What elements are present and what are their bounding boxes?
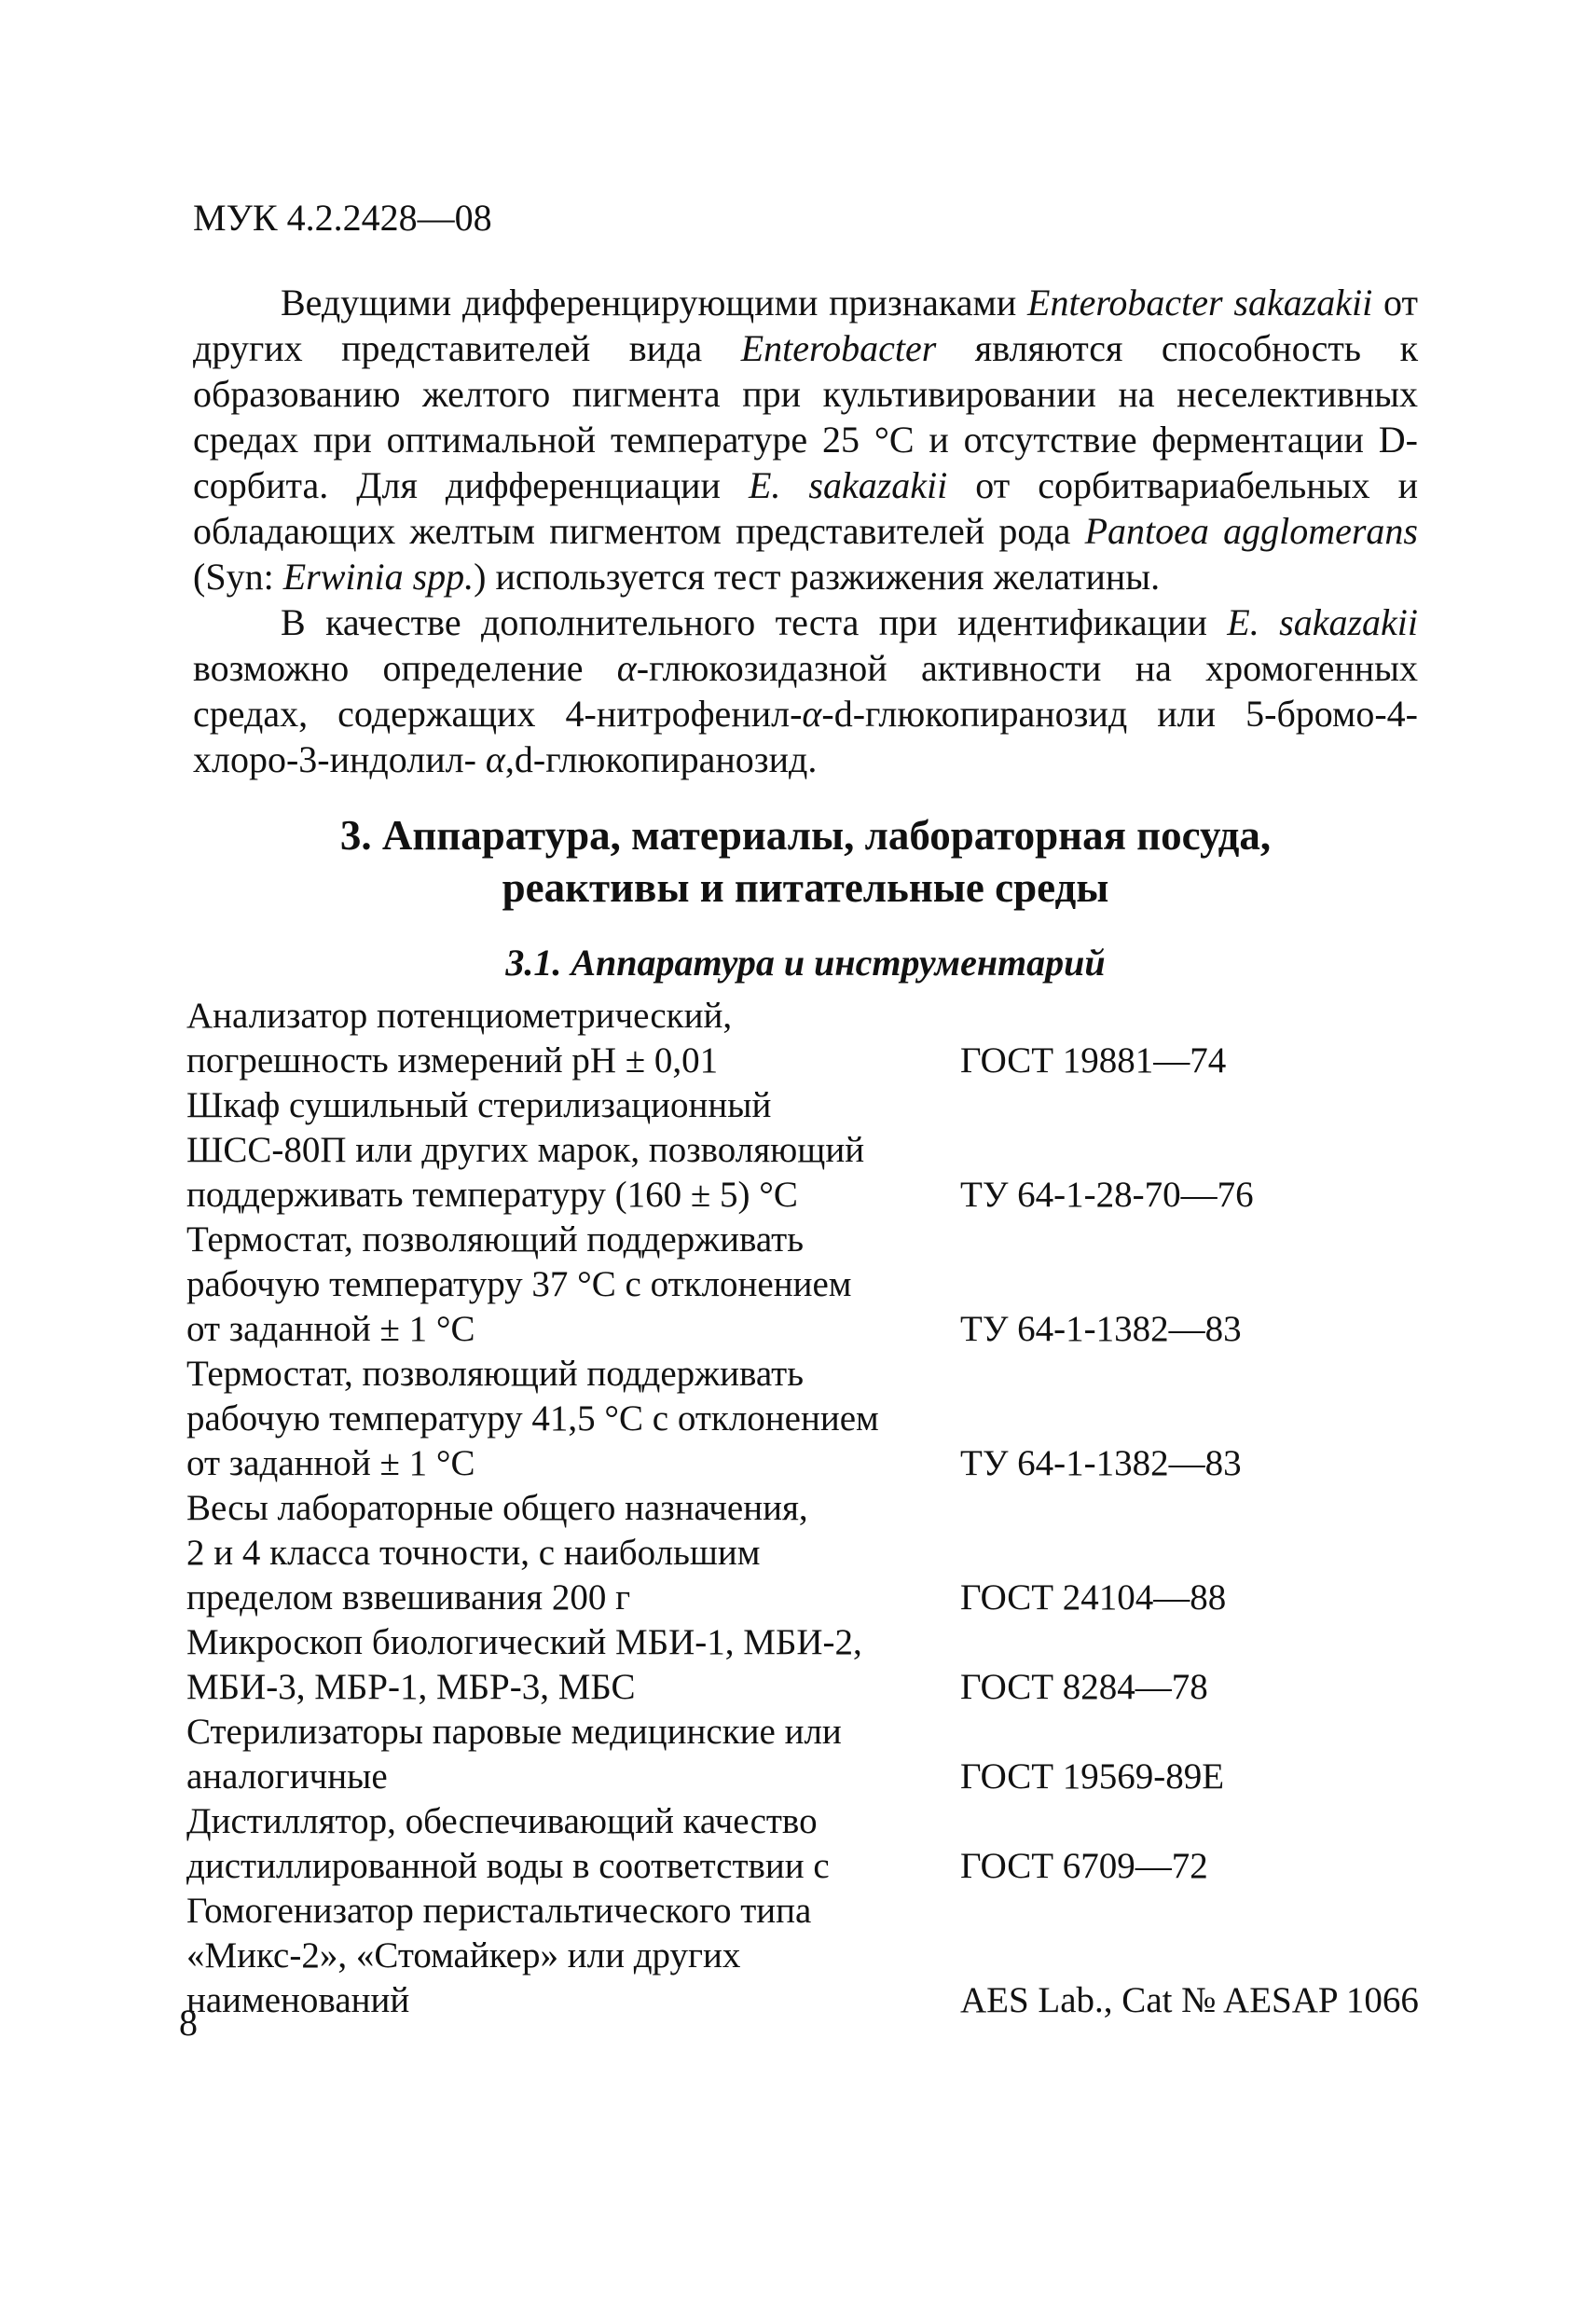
equipment-standard: ТУ 64-1-28-70—76 <box>960 1175 1254 1215</box>
equipment-row <box>186 1620 1436 1710</box>
equipment-standard: ГОСТ 19881—74 <box>960 1040 1227 1081</box>
equipment-row <box>186 1486 1436 1620</box>
equipment-name: Стерилизаторы паровые медицинские или аналогичные <box>186 1712 842 1797</box>
equipment-name: Микроскоп биологический МБИ-1, МБИ-2, МБИ-3, МБР-1, МБР-3, МБС <box>186 1622 862 1707</box>
equipment-standard: ТУ 64-1-1382—83 <box>960 1443 1242 1483</box>
equipment-row <box>186 1710 1436 1799</box>
equipment-row <box>186 994 1436 1083</box>
equipment-name: Дистиллятор, обеспечивающий качество дистиллированной воды в соответствии с <box>186 1801 830 1886</box>
page-number: 8 <box>179 2002 198 2044</box>
section-title-line-1: 3. Аппаратура, материалы, лабораторная посуда, <box>339 812 1272 859</box>
equipment-standard: ГОСТ 19569-89Е <box>960 1756 1225 1797</box>
section-title <box>193 809 1418 914</box>
equipment-standard: ГОСТ 8284—78 <box>960 1667 1208 1707</box>
equipment-row <box>186 1352 1436 1486</box>
equipment-standard: ТУ 64-1-1382—83 <box>960 1309 1242 1349</box>
body-text <box>193 280 1418 782</box>
equipment-row <box>186 1889 1436 2023</box>
equipment-name: Шкаф сушильный стерилизационный ШСС-80П или других марок, позволяющий поддерживать температуру (160 ± 5) °С <box>186 1085 865 1215</box>
equipment-list <box>186 994 1436 2023</box>
equipment-name: Гомогенизатор перистальтического типа «Микс-2», «Стомайкер» или других наименований <box>186 1891 812 2020</box>
section-title-line-2: реактивы и питательные среды <box>502 864 1109 911</box>
subsection-title: 3.1. Аппаратура и инструментарий <box>505 942 1106 984</box>
equipment-standard: AES Lab., Cat № AESAP 1066 <box>960 1980 1419 2020</box>
equipment-row <box>186 1799 1436 1889</box>
equipment-standard: ГОСТ 24104—88 <box>960 1577 1227 1618</box>
equipment-name: Анализатор потенциометрический, погрешность измерений рН ± 0,01 <box>186 996 733 1081</box>
equipment-name: Термостат, позволяющий поддерживать рабочую температуру 37 °С с отклонением от заданной ± 1 °С <box>186 1219 852 1349</box>
equipment-row <box>186 1083 1436 1218</box>
equipment-standard: ГОСТ 6709—72 <box>960 1846 1208 1886</box>
equipment-name: Термостат, позволяющий поддерживать рабочую температуру 41,5 °С с отклонением от заданной ± 1 °С <box>186 1354 879 1483</box>
paragraph-additional-test: В качестве дополнительного теста при идентификации E. sakazakii возможно определение α-глюкозидазной активности на хромогенных средах, содержащих 4-нитрофенил-α-d-глюкопиранозид или 5-бромо-4-хлоро-3-индолил- α,d-глюкопиранозид. <box>193 601 1419 780</box>
equipment-row <box>186 1218 1436 1352</box>
paragraph-differentiation: Ведущими дифференцирующими признаками Enterobacter sakazakii от других представителей вида Enterobacter являются способность к образованию желтого пигмента при культивировании на неселективных средах при оптимальной температуре 25 °С и отсутствие ферментации D-сорбита. Для дифференциации E. sakazakii от сорбитвариабельных и обладающих желтым пигментом представителей рода Pantoea agglomerans (Syn: Erwinia spp.) используется тест разжижения желатины. <box>193 282 1418 598</box>
equipment-name: Весы лабораторные общего назначения, 2 и 4 класса точности, с наибольшим пределом взвешивания 200 г <box>186 1488 808 1618</box>
document-code: МУК 4.2.2428—08 <box>193 197 492 239</box>
